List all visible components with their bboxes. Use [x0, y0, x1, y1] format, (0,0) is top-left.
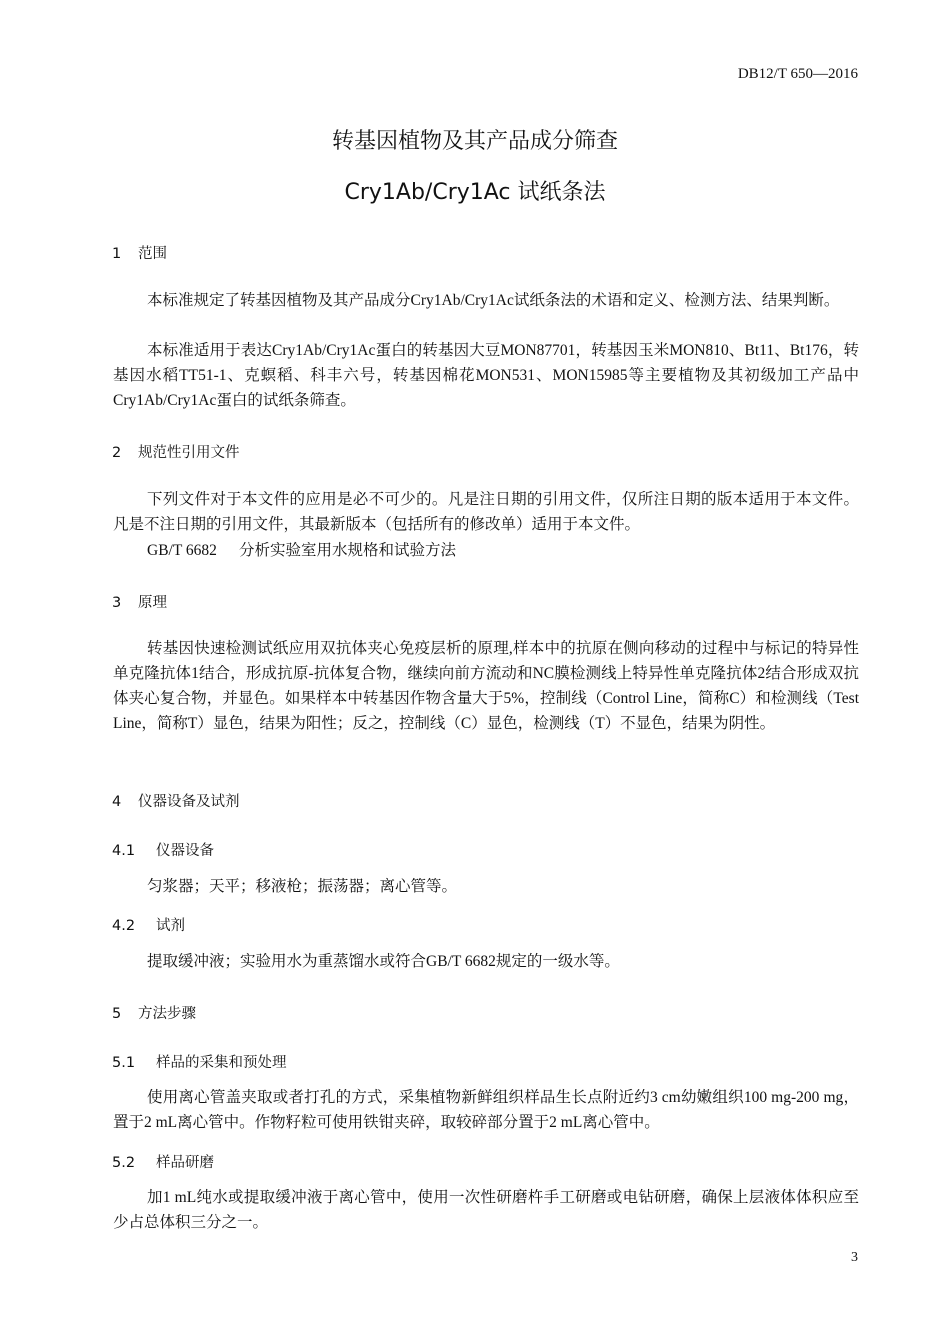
section-1-heading: [112, 242, 167, 263]
normative-reference: [147, 538, 456, 560]
section-2-paragraph: 下列文件对于本文件的应用是必不可少的。凡是注日期的引用文件，仅所注日期的版本适用于本文件。凡是不注日期的引用文件，其最新版本（包括所有的修改单）适用于本文件。: [113, 491, 859, 533]
section-5-1-heading: [112, 1051, 287, 1072]
section-3-paragraph: 转基因快速检测试纸应用双抗体夹心免疫层析的原理,样本中的抗原在侧向移动的过程中与标记的特异性单克隆抗体1结合，形成抗原-抗体复合物，继续向前方流动和NC膜检测线上特异性单克隆抗体2结合形成双抗体夹心复合物，并显色。如果样本中转基因作物含量大于5%，控制线（Control Line，简称C）和检测线（Test Line，简称T）显色，结果为阳性；反之，控制线（C）显色，检测线（T）不显色，结果为阴性。: [113, 640, 859, 732]
section-number: 4: [112, 794, 122, 810]
subsection-title: 样品的采集和预处理: [156, 1055, 287, 1071]
subsection-title: 样品研磨: [156, 1155, 214, 1171]
section-4-2-text: 提取缓冲液；实验用水为重蒸馏水或符合GB/T 6682规定的一级水等。: [147, 953, 620, 970]
document-title: 转基因植物及其产品成分筛查: [331, 129, 618, 154]
section-title: 规范性引用文件: [138, 445, 240, 461]
subsection-title: 试剂: [156, 918, 185, 934]
section-1-paragraph-1: 本标准规定了转基因植物及其产品成分Cry1Ab/Cry1Ac试纸条法的术语和定义、检测方法、结果判断。: [147, 292, 840, 309]
section-title: 方法步骤: [138, 1006, 196, 1022]
section-4-2-heading: [112, 914, 185, 935]
section-1-paragraph-2: 本标准适用于表达Cry1Ab/Cry1Ac蛋白的转基因大豆MON87701，转基因玉米MON810、Bt11、Bt176，转基因水稻TT51-1、克螟稻、科丰六号，转基因棉花MON531、MON15985等主要植物及其初级加工产品中Cry1Ab/Cry1Ac蛋白的试纸条筛查。: [113, 342, 859, 409]
section-5-2-heading: [112, 1151, 214, 1172]
section-number: 3: [112, 595, 122, 611]
section-2-heading: [112, 441, 240, 462]
section-5-1-text: 使用离心管盖夹取或者打孔的方式，采集植物新鲜组织样品生长点附近约3 cm幼嫩组织100 mg-200 mg，置于2 mL离心管中。作物籽粒可使用铁钳夹碎，取较碎部分置于2 mL离心管中。: [113, 1089, 859, 1131]
section-number: 2: [112, 445, 122, 461]
subsection-number: 5.1: [112, 1055, 136, 1071]
section-4-1-heading: [112, 839, 214, 860]
standard-code: DB12/T 650—2016: [737, 66, 858, 82]
document-subtitle: Cry1Ab/Cry1Ac 试纸条法: [344, 180, 606, 205]
section-4-heading: [112, 790, 240, 811]
subsection-number: 4.2: [112, 918, 136, 934]
reference-code: GB/T 6682: [147, 542, 217, 559]
section-5-heading: [112, 1002, 196, 1023]
subsection-title: 仪器设备: [156, 843, 214, 859]
subsection-number: 5.2: [112, 1155, 136, 1171]
section-number: 5: [112, 1006, 122, 1022]
section-3-heading: [112, 591, 167, 612]
section-number: 1: [112, 246, 122, 262]
section-title: 范围: [138, 246, 167, 262]
page-number: 3: [851, 1250, 858, 1265]
section-title: 仪器设备及试剂: [138, 794, 240, 810]
section-title: 原理: [138, 595, 167, 611]
reference-title: 分析实验室用水规格和试验方法: [239, 542, 457, 559]
section-4-1-text: 匀浆器；天平；移液枪；振荡器；离心管等。: [147, 878, 458, 895]
section-5-2-text: 加1 mL纯水或提取缓冲液于离心管中，使用一次性研磨杵手工研磨或电钻研磨，确保上层液体体积应至少占总体积三分之一。: [113, 1189, 859, 1231]
subsection-number: 4.1: [112, 843, 136, 859]
